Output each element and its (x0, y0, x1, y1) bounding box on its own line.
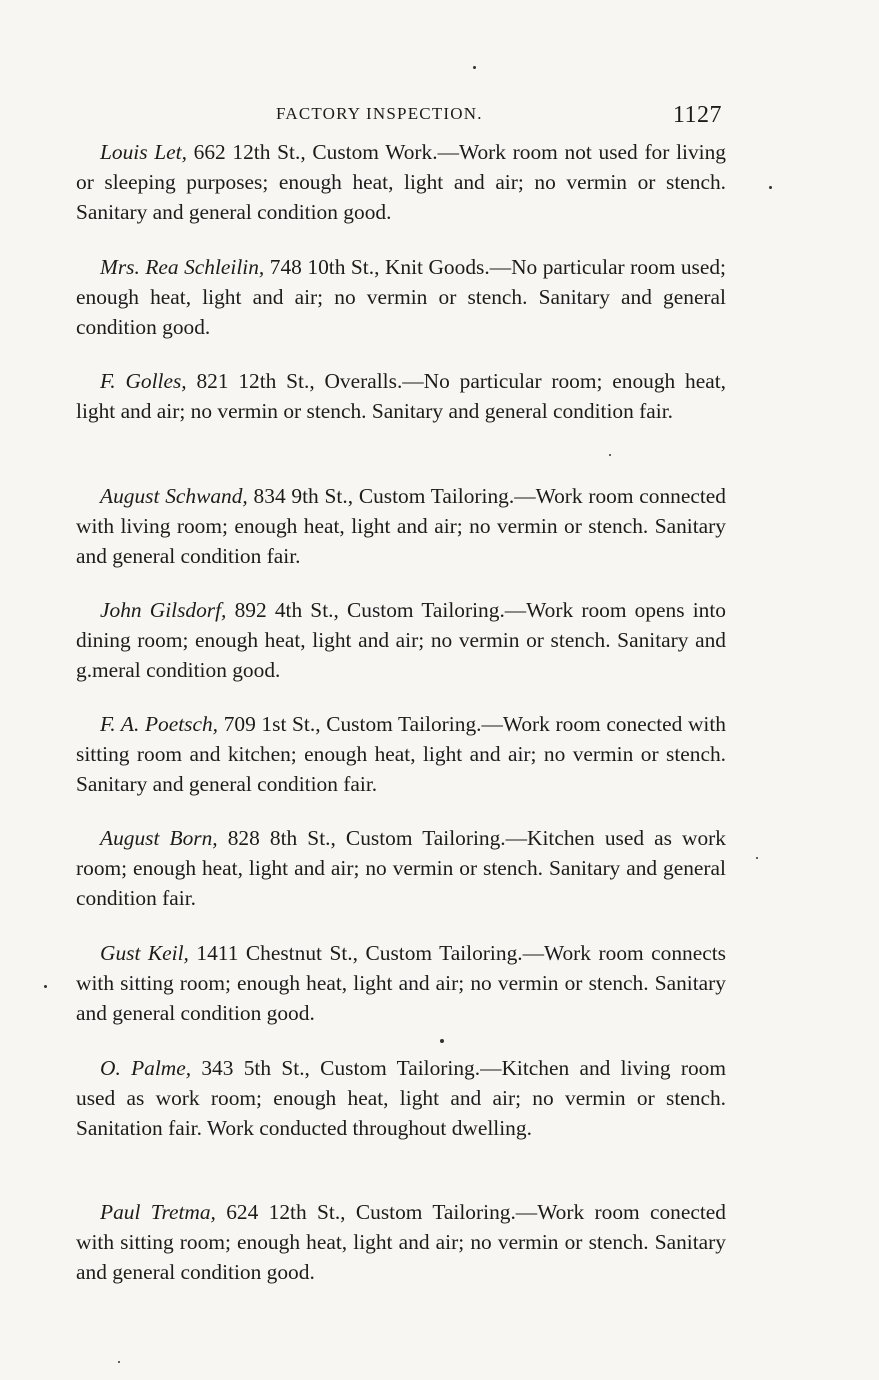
print-speck (609, 454, 611, 456)
proprietor-name: August Schwand, (100, 484, 248, 508)
proprietor-name: O. Palme, (100, 1056, 192, 1080)
inspection-entry (76, 938, 726, 1028)
entry-text: 748 10th St., Knit Goods.—No particular room used; enough heat, light and air; no vermin or stench. Sanitary and general condition good. (76, 255, 726, 339)
running-head: FACTORY INSPECTION. (276, 104, 483, 123)
inspection-entry (76, 366, 726, 426)
inspection-entry (76, 137, 726, 227)
entry-text: 892 4th St., Custom Tailoring.—Work room opens into dining room; enough heat, light and air; no vermin or stench. Sanitary and g.meral condition good. (76, 598, 726, 682)
print-speck (440, 1039, 444, 1043)
entry-text: 343 5th St., Custom Tailoring.—Kitchen and living room used as work room; enough heat, light and air; no vermin or stench. Sanitation fair. Work conducted throughout dwelling. (76, 1056, 726, 1140)
inspection-entry (76, 1197, 726, 1287)
print-speck (756, 857, 758, 859)
entry-text: 828 8th St., Custom Tailoring.—Kitchen used as work room; enough heat, light and air; no vermin or stench. Sanitary and general condition fair. (76, 826, 726, 910)
inspection-entry (76, 1053, 726, 1143)
entry-text: 709 1st St., Custom Tailoring.—Work room conected with sitting room and kitchen; enough heat, light and air; no vermin or stench. Sanitary and general condition fair. (76, 712, 726, 796)
inspection-entry (76, 595, 726, 685)
print-speck (473, 66, 476, 69)
proprietor-name: John Gilsdorf, (100, 598, 227, 622)
proprietor-name: F. Golles, (100, 369, 187, 393)
inspection-entry (76, 823, 726, 913)
print-speck (44, 985, 47, 988)
page-number: 1127 (672, 102, 722, 128)
entry-text: 624 12th St., Custom Tailoring.—Work room conected with sitting room; enough heat, light and air; no vermin or stench. Sanitary and general condition good. (76, 1200, 726, 1284)
entry-text: 1411 Chestnut St., Custom Tailoring.—Work room connects with sitting room; enough heat, light and air; no vermin or stench. Sanitary and general condition good. (76, 941, 726, 1025)
print-speck (118, 1361, 120, 1363)
entry-text: 834 9th St., Custom Tailoring.—Work room connected with living room; enough heat, light and air; no vermin or stench. Sanitary and general condition fair. (76, 484, 726, 568)
proprietor-name: August Born, (100, 826, 218, 850)
proprietor-name: F. A. Poetsch, (100, 712, 219, 736)
proprietor-name: Mrs. Rea Schleilin, (100, 255, 265, 279)
inspection-entry (76, 252, 726, 342)
proprietor-name: Louis Let, (100, 140, 187, 164)
page-header (76, 102, 726, 132)
print-speck (769, 186, 772, 189)
entry-text: 662 12th St., Custom Work.—Work room not used for living or sleeping purposes; enough heat, light and air; no vermin or stench. Sanitary and general condition good. (76, 140, 726, 224)
proprietor-name: Gust Keil, (100, 941, 189, 965)
inspection-entry (76, 709, 726, 799)
proprietor-name: Paul Tretma, (100, 1200, 216, 1224)
inspection-entry (76, 481, 726, 571)
entry-text: 821 12th St., Overalls.—No particular room; enough heat, light and air; no vermin or stench. Sanitary and general condition fair. (76, 369, 726, 423)
